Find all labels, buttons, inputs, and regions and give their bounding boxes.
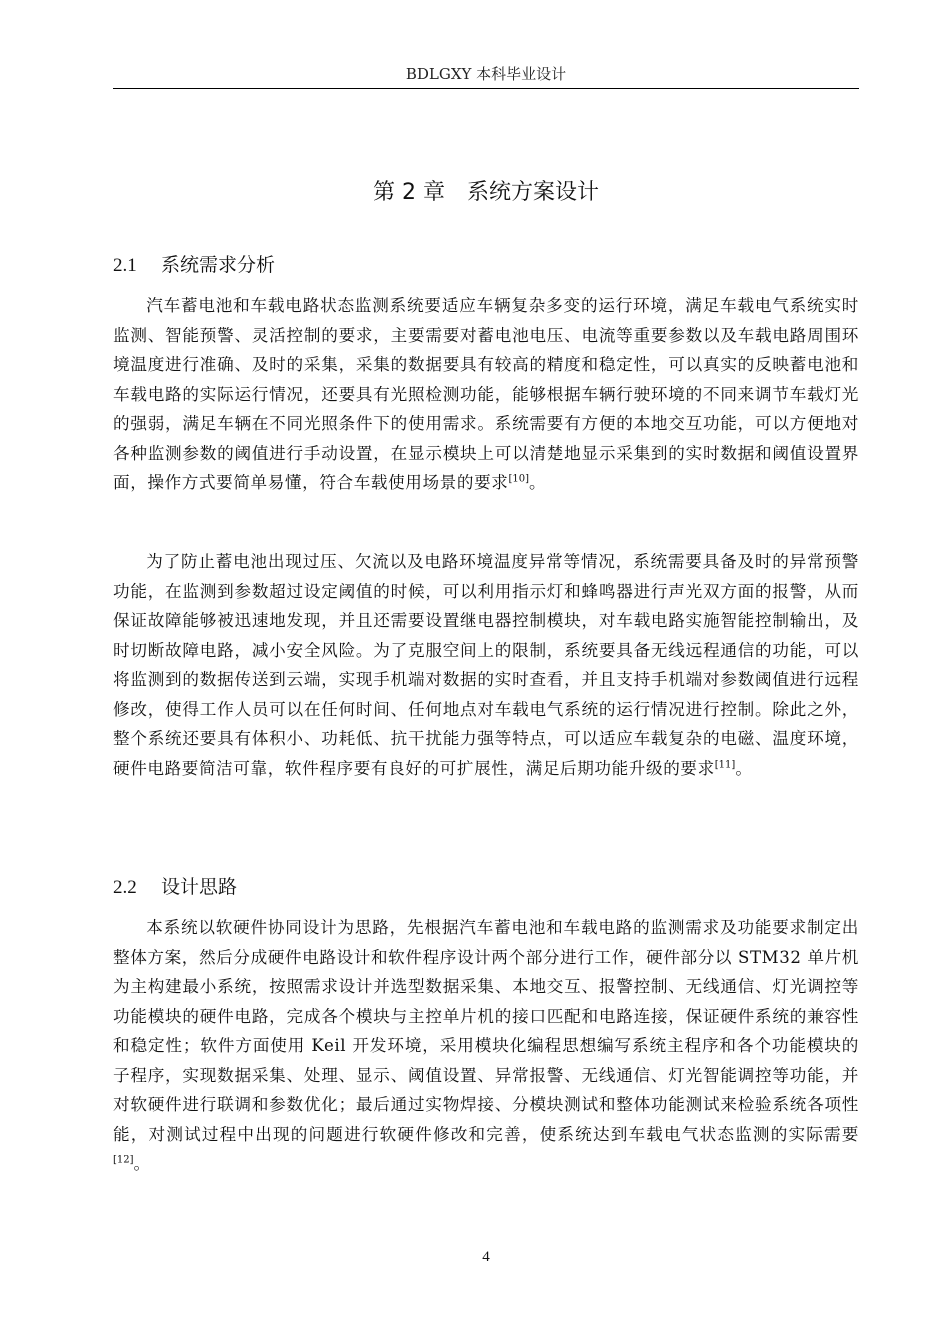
chapter-name: 系统方案设计: [466, 180, 599, 205]
section-number: 2.1: [113, 255, 137, 276]
citation-ref: [10]: [508, 473, 529, 485]
citation-ref: [11]: [714, 758, 736, 770]
chapter-title: [113, 176, 859, 210]
chapter-number: 第 2 章: [373, 180, 445, 205]
section-heading-2-1: [113, 250, 275, 281]
section-number: 2.2: [113, 877, 137, 898]
section-title: 设计思路: [161, 876, 238, 898]
paragraph: [113, 291, 859, 498]
section-title: 系统需求分析: [161, 254, 276, 276]
paragraph-end: 。: [735, 758, 753, 778]
paragraph: [113, 913, 859, 1179]
header-rule: [113, 88, 859, 89]
citation-ref: [12]: [113, 1154, 134, 1166]
paragraph-end: 。: [529, 473, 547, 492]
paragraph-text: 为了防止蓄电池出现过压、欠流以及电路环境温度异常等情况，系统需要具备及时的异常预警功能，在监测到参数超过设定阈值的时候，可以利用指示灯和蜂鸣器进行声光双方面的报警，从而保证故障能够被迅速地发现，并且还需要设置继电器控制模块，对车载电路实施智能控制输出，及时切断故障电路，减小安全风险。为了克服空间上的限制，系统要具备无线远程通信的功能，可以将监测到的数据传送到云端，实现手机端对数据的实时查看，并且支持手机端对参数阈值进行远程修改，使得工作人员可以在任何时间、任何地点对车载电气系统的运行情况进行控制。除此之外，整个系统还要具有体积小、功耗低、抗干扰能力强等特点，可以适应车载复杂的电磁、温度环境，硬件电路要简洁可靠，软件程序要有良好的可扩展性，满足后期功能升级的要求: [113, 552, 859, 778]
section-heading-2-2: [113, 872, 237, 903]
page-header: BDLGXY 本科毕业设计: [405, 65, 567, 83]
paragraph-end: 。: [133, 1154, 151, 1173]
paragraph: [113, 547, 859, 783]
paragraph-text: 汽车蓄电池和车载电路状态监测系统要适应车辆复杂多变的运行环境，满足车载电气系统实时监测、智能预警、灵活控制的要求，主要需要对蓄电池电压、电流等重要参数以及车载电路周围环境温度进行准确、及时的采集，采集的数据要具有较高的精度和稳定性，可以真实的反映蓄电池和车载电路的实际运行情况，还要具有光照检测功能，能够根据车辆行驶环境的不同来调节车载灯光的强弱，满足车辆在不同光照条件下的使用需求。系统需要有方便的本地交互功能，可以方便地对各种监测参数的阈值进行手动设置，在显示模块上可以清楚地显示采集到的实时数据和阈值设置界面，操作方式要简单易懂，符合车载使用场景的要求: [113, 296, 859, 492]
page-number: 4: [482, 1249, 490, 1265]
paragraph-text: 本系统以软硬件协同设计为思路，先根据汽车蓄电池和车载电路的监测需求及功能要求制定出整体方案，然后分成硬件电路设计和软件程序设计两个部分进行工作，硬件部分以 STM32 单片机为主构建最小系统，按照需求设计并选型数据采集、本地交互、报警控制、无线通信、灯光调控等功能模块的硬件电路，完成各个模块与主控单片机的接口匹配和电路连接，保证硬件系统的兼容性和稳定性；软件方面使用 Keil 开发环境，采用模块化编程思想编写系统主程序和各个功能模块的子程序，实现数据采集、处理、显示、阈值设置、异常报警、无线通信、灯光智能调控等功能，并对软硬件进行联调和参数优化；最后通过实物焊接、分模块测试和整体功能测试来检验系统各项性能，对测试过程中出现的问题进行软硬件修改和完善，使系统达到车载电气状态监测的实际需要: [113, 918, 859, 1144]
